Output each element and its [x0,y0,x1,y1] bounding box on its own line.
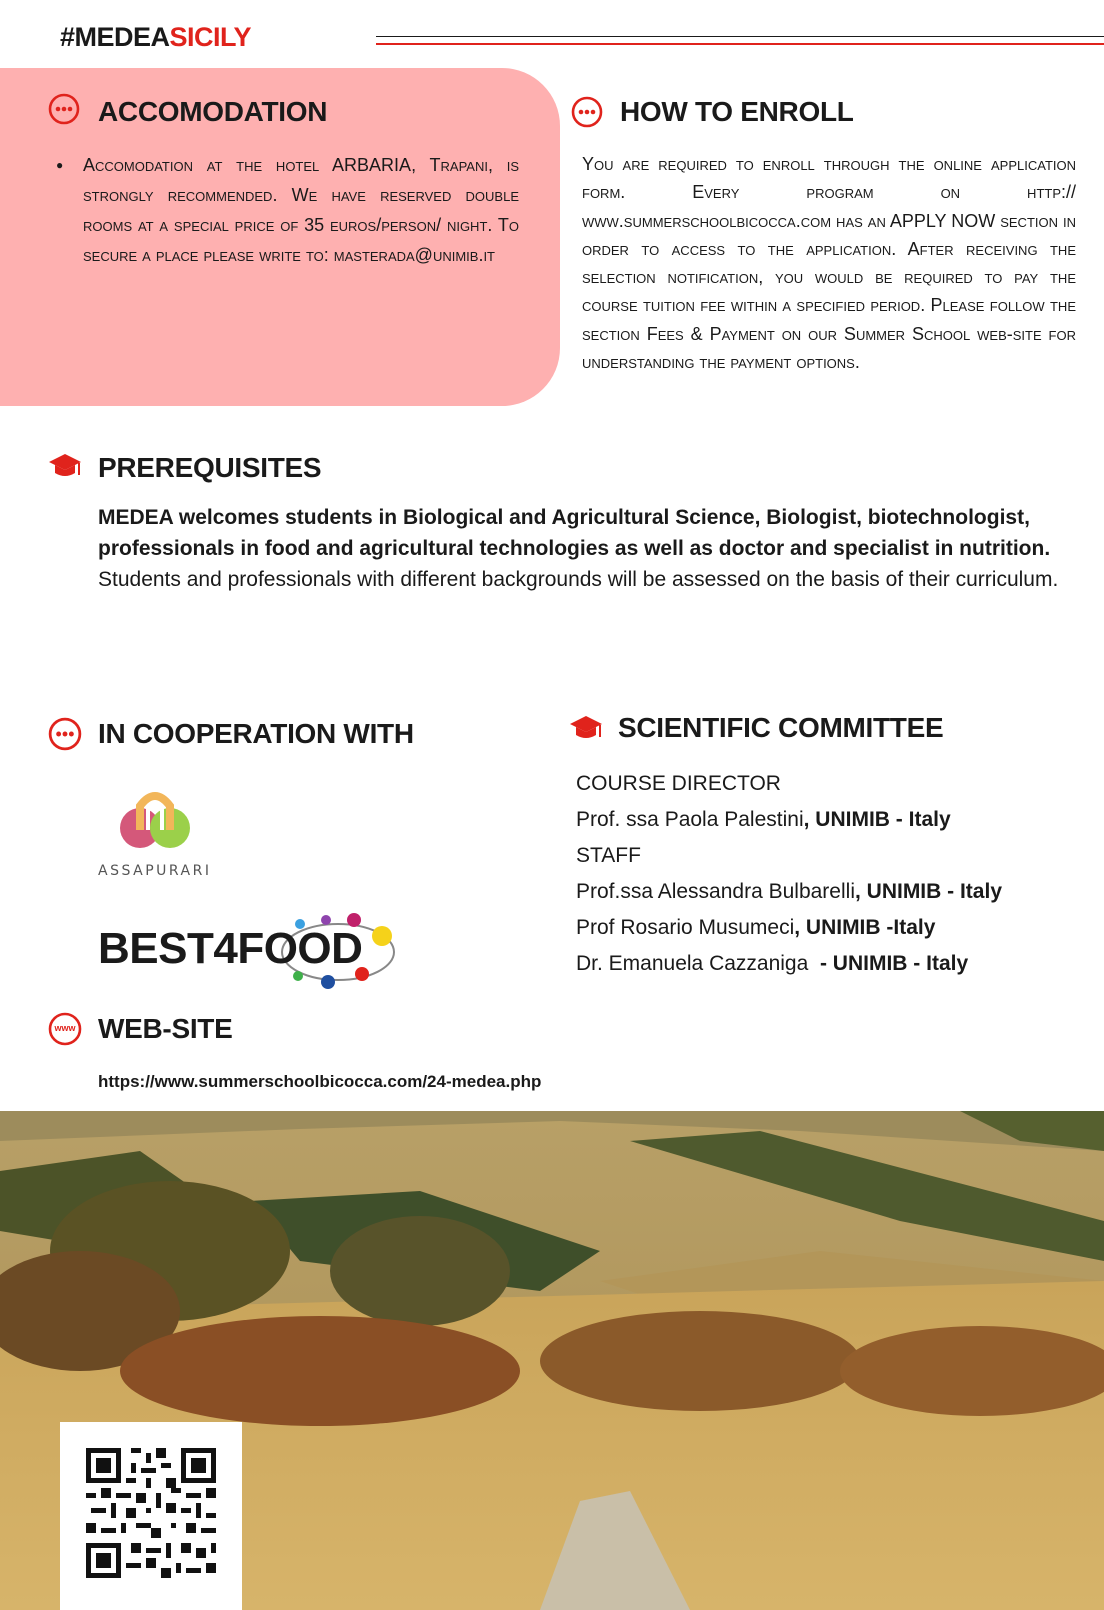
best4food-logo [98,912,398,992]
enroll-title: HOW TO ENROLL [620,96,854,127]
header-rule-dark [376,36,1104,37]
staff-name: Prof Rosario Musumeci [576,916,795,939]
qr-code[interactable] [86,1448,216,1578]
prerequisites-title: PREREQUISITES [98,452,322,483]
director-affil: , UNIMIB - Italy [803,808,951,831]
staff-name: Prof.ssa Alessandra Bulbarelli [576,880,855,903]
brand-prefix: #MEDEA [60,22,170,52]
staff-name: Dr. Emanuela Cazzaniga [576,952,809,975]
chat-dots-icon [48,93,80,125]
assapurari-text: ASSAPURARI [98,863,212,879]
prerequisites-text [98,502,1068,595]
committee-title: SCIENTIFIC COMMITTEE [618,712,944,743]
director-row [576,802,1002,838]
graduation-cap-icon [47,451,83,481]
staff-affil: - UNIMIB - Italy [808,952,969,975]
prerequisites-normal-text: Students and professionals with different backgrounds will be assessed on the basis of their curriculum. [98,568,1059,591]
website-title: WEB-SITE [98,1013,233,1044]
www-icon-text: www [54,1023,76,1033]
staff-row [576,910,1002,946]
accommodation-title: ACCOMODATION [98,96,328,127]
brand-suffix: SICILY [169,22,252,52]
chat-dots-icon [48,717,82,751]
assapurari-logo [96,780,216,880]
accommodation-text: Accomodation at the hotel ARBARIA, Trapani, is strongly recommended. We have reserved double rooms at a special price of 35 euros/person/ night. To secure a place please write to: masterada@unimib.it [83,155,519,265]
staff-row [576,946,1002,982]
staff-affil: , UNIMIB -Italy [794,916,936,939]
qr-code-box [60,1422,242,1610]
best4food-text: BEST4FOOD [98,924,363,973]
www-icon [48,1012,82,1046]
website-url[interactable]: https://www.summerschoolbicocca.com/24-medea.php [98,1072,542,1091]
prerequisites-bold-text: MEDEA welcomes students in Biological and Agricultural Science, Biologist, biotechnologist, professionals in food and agricultural technologies as well as doctor and specialist in nutrition. [98,506,1051,560]
brand-title [60,22,251,53]
cooperation-title: IN COOPERATION WITH [98,718,414,749]
director-heading: COURSE DIRECTOR [576,772,781,795]
staff-heading: STAFF [576,844,641,867]
graduation-cap-icon [568,713,604,743]
staff-row [576,874,1002,910]
bullet-dot: ● [56,158,64,172]
assapurari-emblem [96,780,216,852]
staff-affil: , UNIMIB - Italy [854,880,1002,903]
enroll-text: You are required to enroll through the online application form. Every program on http:// www.summerschoolbicocca.com has an APPLY NOW section in order to access to the application. After receiving the selection notification, you would be required to pay the course tuition fee within a specified period. Please follow the section Fees & Payment on our Summer School web-site for understanding the payment options. [582,154,1076,373]
header-rule-red [376,43,1104,45]
committee-list [576,766,1002,982]
director-name: Prof. ssa Paola Palestini [576,808,804,831]
chat-dots-icon [571,96,603,128]
